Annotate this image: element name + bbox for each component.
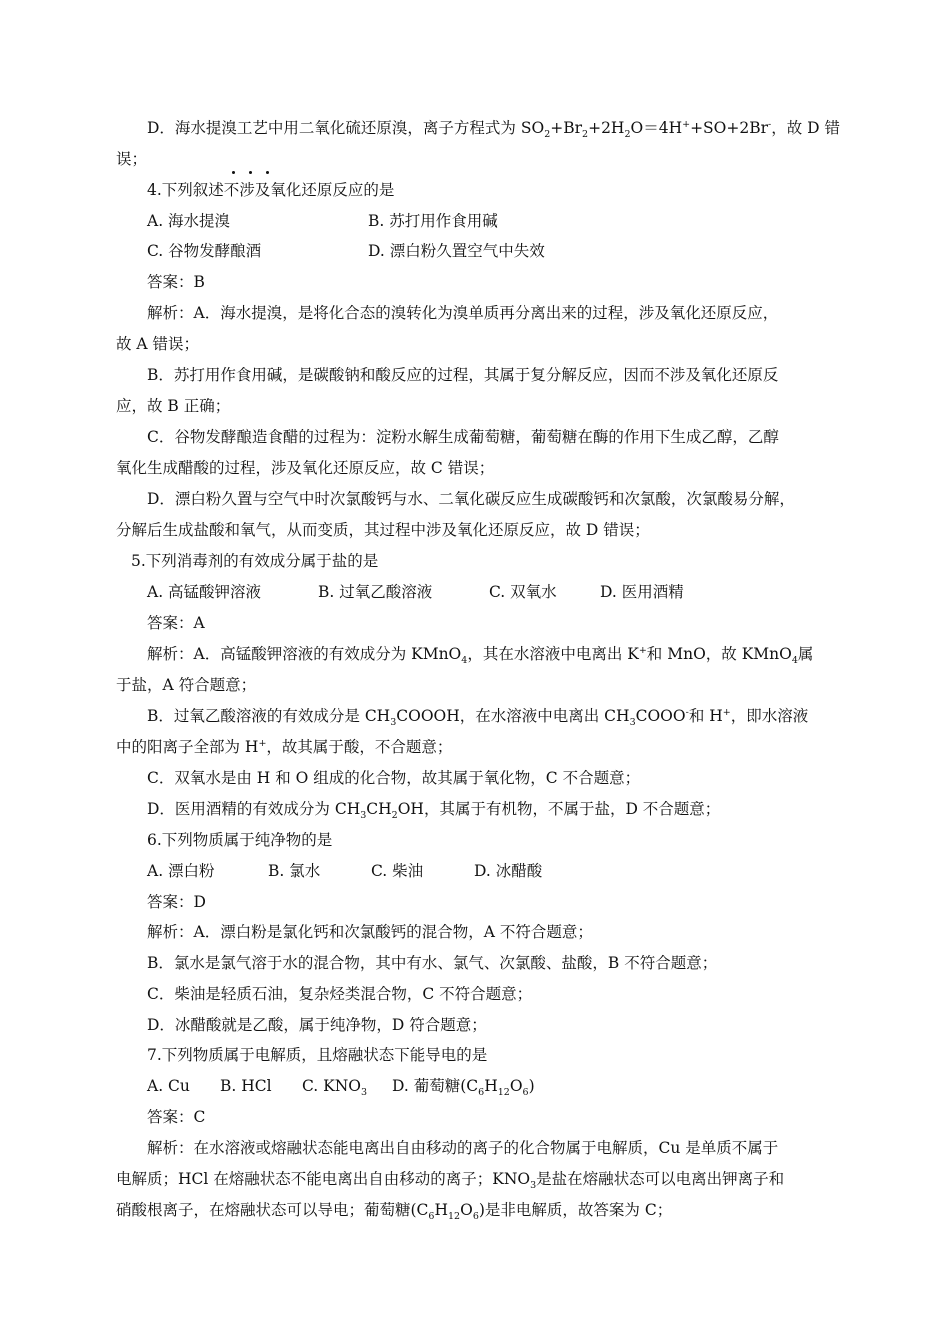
question-7-explanation-cont-1: 电解质；HCl 在熔融状态不能电离出自由移动的离子；$KNO_3$是盐在熔融状态可以电离出钾离子和 xyxy=(116,1170,785,1192)
question-5-option-c: C. 双氧水 xyxy=(489,583,557,601)
question-7-stem: 7.下列物质属于电解质，且熔融状态下能导电的是 xyxy=(147,1046,488,1064)
question-5-explanation-b: B．过氧乙酸溶液的有效成分是 $CH_3COOOH$，在水溶液中电离出 $CH_3COOO^-$和 H+，即水溶液 xyxy=(147,706,809,729)
question-5-stem: 5.下列消毒剂的有效成分属于盐的是 xyxy=(131,552,379,570)
question-7-option-b: B. HCl xyxy=(220,1077,272,1095)
question-7-answer: 答案：C xyxy=(147,1108,206,1126)
question-4-option-d: D. 漂白粉久置空气中失效 xyxy=(368,242,545,260)
question-5-explanation-d: D．医用酒精的有效成分为 $CH_3CH_2OH$，其属于有机物，不属于盐，D 不合题意； xyxy=(147,800,721,822)
question-4-explanation-c-cont: 氧化生成醋酸的过程，涉及氧化还原反应，故 C 错误； xyxy=(116,459,495,477)
question-4-explanation-d-cont: 分解后生成盐酸和氧气，从而变质，其过程中涉及氧化还原反应，故 D 错误； xyxy=(116,521,650,539)
question-4-explanation-c: C．谷物发酵酿造食醋的过程为：淀粉水解生成葡萄糖，葡萄糖在酶的作用下生成乙醇，乙醇 xyxy=(147,428,779,446)
question-5-option-b: B. 过氧乙酸溶液 xyxy=(318,583,433,601)
question-6-answer: 答案：D xyxy=(147,893,206,911)
question-6-explanation-d: D．冰醋酸就是乙酸，属于纯净物，D 符合题意； xyxy=(147,1016,487,1034)
question-4-explanation-b-cont: 应，故 B 正确； xyxy=(116,397,231,415)
question-5-explanation-a: 解析：A．高锰酸钾溶液的有效成分为 KMnO$_4$，其在水溶液中电离出 K+和 MnO，故 KMnO$_4$属 xyxy=(147,644,814,667)
question-4-option-b: B. 苏打用作食用碱 xyxy=(368,212,498,230)
emphasized-text: 不涉及 xyxy=(223,181,271,199)
question-5-option-d: D. 医用酒精 xyxy=(600,583,684,601)
question-7-option-a: A. Cu xyxy=(147,1077,190,1095)
q3-option-d-explanation-cont: 误； xyxy=(116,150,148,168)
question-6-option-c: C. 柴油 xyxy=(371,862,424,880)
question-5-explanation-b-cont: 中的阳离子全部为 H+，故其属于酸，不合题意； xyxy=(116,737,453,756)
question-4-explanation-a-cont: 故 A 错误； xyxy=(116,335,200,353)
question-6-option-b: B. 氯水 xyxy=(268,862,321,880)
question-6-option-d: D. 冰醋酸 xyxy=(474,862,543,880)
question-4-option-a: A. 海水提溴 xyxy=(147,212,231,230)
question-4-explanation-d: D．漂白粉久置与空气中时次氯酸钙与水、二氧化碳反应生成碳酸钙和次氯酸，次氯酸易分解， xyxy=(147,490,795,508)
question-6-explanation-c: C．柴油是轻质石油，复杂烃类混合物，C 不符合题意； xyxy=(147,985,533,1003)
question-4-option-c: C. 谷物发酵酿酒 xyxy=(147,242,262,260)
question-7-option-d: D. 葡萄糖$(C_6H_{12}O_6)$ xyxy=(392,1077,535,1099)
emphasis-dots xyxy=(232,171,272,179)
question-5-option-a: A. 高锰酸钾溶液 xyxy=(147,583,262,601)
question-5-explanation-a-cont: 于盐，A 符合题意； xyxy=(116,676,257,694)
question-6-stem: 6.下列物质属于纯净物的是 xyxy=(147,831,333,849)
question-4-stem: 4.下列叙述不涉及氧化还原反应的是 xyxy=(147,181,395,199)
q3-option-d-explanation: D．海水提溴工艺中用二氧化硫还原溴，离子方程式为 $SO_2+Br_2+2H_2O=4H^++SO+2Br^-$，故 D 错 xyxy=(147,118,841,141)
question-6-option-a: A. 漂白粉 xyxy=(147,862,215,880)
question-7-explanation: 解析：在水溶液或熔融状态能电离出自由移动的离子的化合物属于电解质，Cu 是单质不属于 xyxy=(147,1139,779,1157)
question-6-explanation-a: 解析：A．漂白粉是氯化钙和次氯酸钙的混合物，A 不符合题意； xyxy=(147,923,593,941)
question-4-explanation-b: B．苏打用作食用碱，是碳酸钠和酸反应的过程，其属于复分解反应，因而不涉及氧化还原反 xyxy=(147,366,779,384)
question-7-option-c: C. $KNO_3$ xyxy=(302,1077,368,1099)
question-5-explanation-c: C．双氧水是由 H 和 O 组成的化合物，故其属于氧化物，C 不合题意； xyxy=(147,769,641,787)
question-4-explanation-a: 解析：A．海水提溴，是将化合态的溴转化为溴单质再分离出来的过程，涉及氧化还原反应， xyxy=(147,304,779,322)
question-6-explanation-b: B．氯水是氯气溶于水的混合物，其中有水、氯气、次氯酸、盐酸，B 不符合题意； xyxy=(147,954,718,972)
question-7-explanation-cont-2: 硝酸根离子，在熔融状态可以导电；葡萄糖$(C_6H_{12}O_6)$是非电解质，故答案为 C； xyxy=(116,1201,673,1223)
question-5-answer: 答案：A xyxy=(147,614,205,632)
question-4-answer: 答案：B xyxy=(147,273,205,291)
